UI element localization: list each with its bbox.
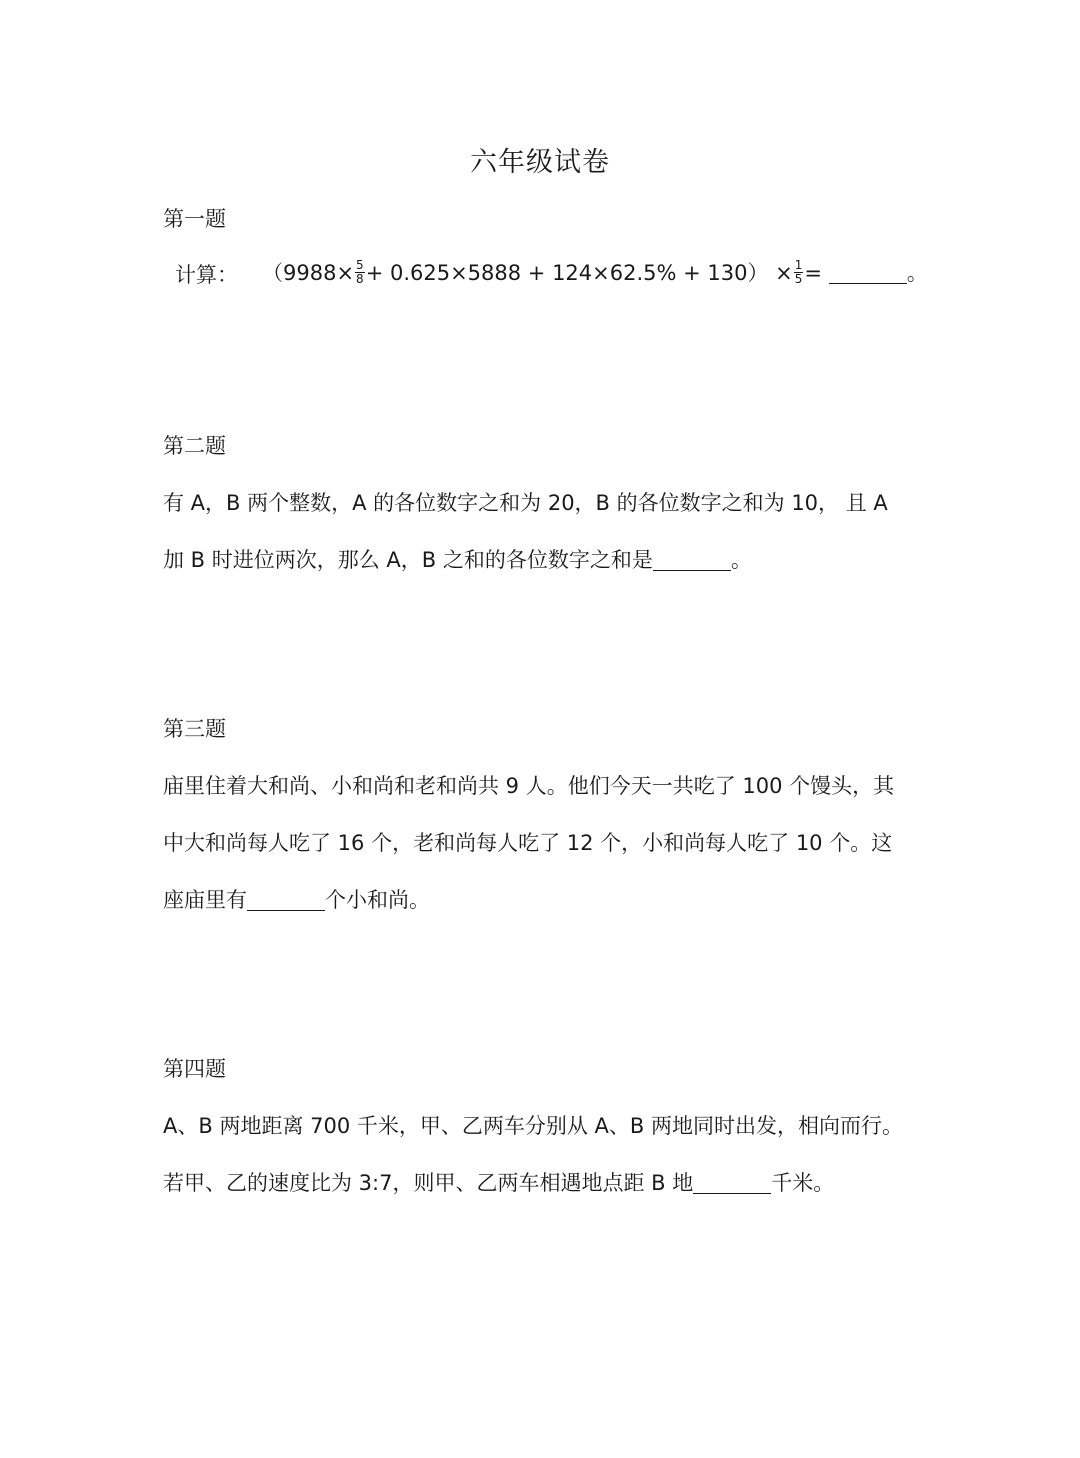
question-2-line-1: 有 A，B 两个整数，A 的各位数字之和为 20，B 的各位数字之和为 10， 且 A xyxy=(163,491,888,515)
question-4-line-1: A、B 两地距离 700 千米，甲、乙两车分别从 A、B 两地同时出发，相向而行。 xyxy=(163,1114,904,1138)
fraction-numerator: 1 xyxy=(794,257,803,272)
question-4-line-2 xyxy=(163,1167,834,1197)
question-2-text: 加 B 时进位两次，那么 A，B 之和的各位数字之和是 xyxy=(163,548,653,572)
question-4-end: 千米。 xyxy=(771,1171,835,1195)
times-sign: × xyxy=(775,261,793,285)
question-2-heading: 第二题 xyxy=(163,434,226,458)
question-3-heading: 第三题 xyxy=(163,717,226,741)
question-3-line-3 xyxy=(163,884,430,914)
question-2-line-2 xyxy=(163,544,752,574)
question-4-text: 若甲、乙的速度比为 3:7，则甲、乙两车相遇地点距 B 地 xyxy=(163,1171,694,1195)
answer-blank-3[interactable] xyxy=(247,888,325,911)
question-4-heading: 第四题 xyxy=(163,1057,226,1081)
question-3-line-2: 中大和尚每人吃了 16 个，老和尚每人吃了 12 个，小和尚每人吃了 10 个。这 xyxy=(163,831,893,855)
question-1-heading: 第一题 xyxy=(163,207,226,231)
fraction-denominator: 8 xyxy=(356,271,364,286)
question-3-text: 座庙里有 xyxy=(163,888,247,912)
fraction-five-eighths xyxy=(355,259,365,286)
expr-end: 。 xyxy=(906,261,928,285)
answer-blank-4[interactable] xyxy=(693,1171,771,1194)
fraction-numerator: 5 xyxy=(356,257,364,272)
page-title: 六年级试卷 xyxy=(470,147,610,178)
fraction-one-fifth xyxy=(794,259,804,286)
answer-blank-1[interactable] xyxy=(829,261,907,284)
question-1-label: 计算： xyxy=(175,263,238,287)
expr-open: （9988× xyxy=(262,261,355,285)
fraction-denominator: 5 xyxy=(794,271,803,286)
equals-sign: = xyxy=(804,261,823,285)
expr-middle: + 0.625×5888 + 124×62.5% + 130） xyxy=(365,261,769,285)
answer-blank-2[interactable] xyxy=(653,548,731,571)
question-3-end: 个小和尚。 xyxy=(325,888,430,912)
question-1-expression xyxy=(262,257,928,288)
question-2-end: 。 xyxy=(730,548,752,572)
question-3-line-1: 庙里住着大和尚、小和尚和老和尚共 9 人。他们今天一共吃了 100 个馒头，其 xyxy=(163,774,895,798)
